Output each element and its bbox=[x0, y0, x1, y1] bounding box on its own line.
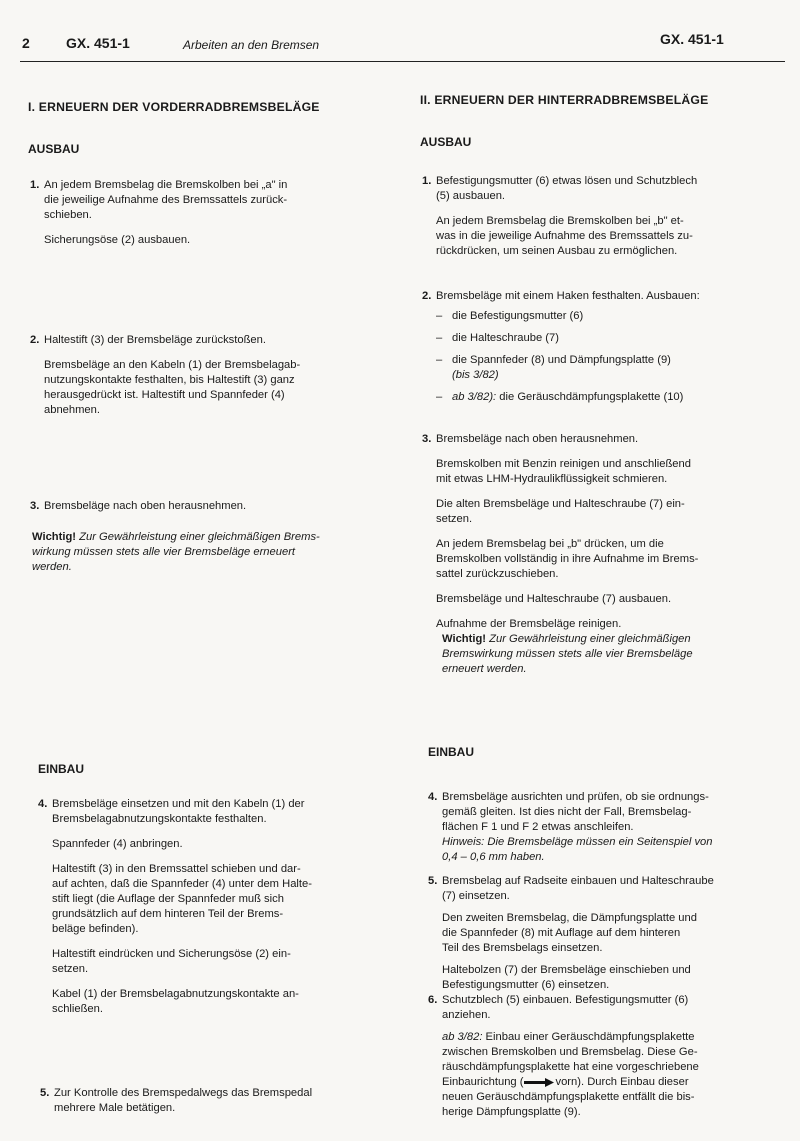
text-line: schieben. bbox=[44, 209, 92, 221]
text-line: wirkung müssen stets alle vier Bremsbeläge erneuert bbox=[32, 546, 296, 558]
hint-line: 0,4 – 0,6 mm haben. bbox=[442, 851, 545, 863]
left-einbau-heading: EINBAU bbox=[38, 762, 85, 776]
step-number: 1. bbox=[30, 179, 40, 191]
page-title: Arbeiten an den Bremsen bbox=[183, 38, 320, 52]
list-item-text: die Halteschraube (7) bbox=[452, 332, 559, 344]
text-line: Bremsbeläge mit einem Haken festhalten. Ausbauen: bbox=[436, 290, 700, 302]
left-step-2 bbox=[30, 333, 350, 418]
header-rule bbox=[20, 61, 785, 62]
text-line: zwischen Bremskolben und Bremsbelag. Diese Ge- bbox=[442, 1046, 698, 1058]
text-line: Kabel (1) der Bremsbelagabnutzungskontakte an- bbox=[52, 988, 299, 1000]
list-item-text: die Befestigungsmutter (6) bbox=[452, 310, 584, 322]
warning-label: Wichtig! bbox=[442, 633, 487, 645]
text-line: (5) ausbauen. bbox=[436, 190, 506, 202]
list-item-text: die Geräuschdämpfungsplakette (10) bbox=[499, 391, 684, 403]
text-line: Sicherungsöse (2) ausbauen. bbox=[44, 234, 191, 246]
text-line: abnehmen. bbox=[44, 404, 100, 416]
step-number: 4. bbox=[38, 798, 48, 810]
text-line: An jedem Bremsbelag die Bremskolben bei „a" in bbox=[44, 179, 288, 191]
dash: – bbox=[436, 391, 443, 403]
text-line: Bremsbeläge ausrichten und prüfen, ob sie ordnungs- bbox=[442, 791, 709, 803]
ab-label: ab 3/82: bbox=[442, 1031, 483, 1043]
text-line: schließen. bbox=[52, 1003, 103, 1015]
text-line: beläge befinden). bbox=[52, 923, 139, 935]
right-step-4 bbox=[428, 790, 748, 865]
text-line: sattel zurückzuschieben. bbox=[436, 568, 559, 580]
left-step-4 bbox=[38, 797, 354, 1017]
step-number: 2. bbox=[30, 334, 40, 346]
text-line: auf achten, daß die Spannfeder (4) unter dem Halte- bbox=[52, 878, 312, 890]
right-arrow-icon bbox=[523, 1078, 555, 1087]
text-line: herige Dämpfungsplatte (9). bbox=[442, 1106, 581, 1118]
step-number: 5. bbox=[428, 875, 438, 887]
left-step-3 bbox=[30, 499, 350, 514]
dash: – bbox=[436, 354, 443, 366]
text-line: (7) einsetzen. bbox=[442, 890, 510, 902]
left-ausbau-heading: AUSBAU bbox=[28, 142, 80, 156]
dash: – bbox=[436, 332, 443, 344]
text-line: anziehen. bbox=[442, 1009, 491, 1021]
text-line: Bremsbelagabnutzungskontakte festhalten. bbox=[52, 813, 267, 825]
text-line: Den zweiten Bremsbelag, die Dämpfungsplatte und bbox=[442, 912, 697, 924]
doc-code-left: GX. 451-1 bbox=[66, 35, 130, 51]
text-line: Bremsbeläge einsetzen und mit den Kabeln (1) der bbox=[52, 798, 305, 810]
text-line: Befestigungsmutter (6) einsetzen. bbox=[442, 979, 610, 991]
left-step-1 bbox=[30, 178, 350, 248]
step-number: 3. bbox=[422, 433, 432, 445]
right-step-2 bbox=[422, 289, 744, 412]
step-number: 4. bbox=[428, 791, 438, 803]
text-line: Bremsbelag auf Radseite einbauen und Halteschraube bbox=[442, 875, 714, 887]
text-line: Bremsbeläge und Halteschraube (7) ausbauen. bbox=[436, 593, 672, 605]
right-step-3 bbox=[422, 432, 744, 632]
text-line: setzen. bbox=[436, 513, 473, 525]
text-line: Bremsbeläge nach oben herausnehmen. bbox=[44, 500, 247, 512]
text-line: Bremsbeläge nach oben herausnehmen. bbox=[436, 433, 639, 445]
text-line: herausgedrückt ist. Haltestift und Spannfeder (4) bbox=[44, 389, 285, 401]
hint-line: Hinweis: Die Bremsbeläge müssen ein Seitenspiel von bbox=[442, 836, 713, 848]
text-line: neuen Geräuschdämpfungsplakette entfällt die bis- bbox=[442, 1091, 695, 1103]
warning-label: Wichtig! bbox=[32, 531, 77, 543]
text-line: Haltestift (3) der Bremsbeläge zurückstoßen. bbox=[44, 334, 266, 346]
step-number: 5. bbox=[40, 1087, 50, 1099]
text-line: Haltestift eindrücken und Sicherungsöse (2) ein- bbox=[52, 948, 291, 960]
text-line: Aufnahme der Bremsbeläge reinigen. bbox=[436, 618, 622, 630]
list-item bbox=[436, 390, 744, 405]
text-line: grundsätzlich auf dem hinteren Teil der Brems- bbox=[52, 908, 284, 920]
text-line: Haltebolzen (7) der Bremsbeläge einschieben und bbox=[442, 964, 691, 976]
text-line: Bremskolben vollständig in ihre Aufnahme im Brems- bbox=[436, 553, 699, 565]
list-item bbox=[436, 331, 744, 346]
step-number: 1. bbox=[422, 175, 432, 187]
page-number: 2 bbox=[22, 35, 30, 51]
text-line: rückdrücken, um seinen Ausbau zu ermöglichen. bbox=[436, 245, 678, 257]
dash: – bbox=[436, 310, 443, 322]
right-step-6 bbox=[428, 993, 750, 1120]
text-line: die jeweilige Aufnahme des Bremssattels zurück- bbox=[44, 194, 288, 206]
text-line: gemäß gleiten. Ist dies nicht der Fall, Bremsbelag- bbox=[442, 806, 692, 818]
text-line: Bremsbeläge an den Kabeln (1) der Bremsbelagab- bbox=[44, 359, 301, 371]
text-line: An jedem Bremsbelag die Bremskolben bei „b" et- bbox=[436, 215, 684, 227]
text-line: was in die jeweilige Aufnahme des Bremssattels zu- bbox=[436, 230, 693, 242]
list-item-text: die Spannfeder (8) und Dämpfungsplatte (9) bbox=[452, 354, 671, 366]
text-line: setzen. bbox=[52, 963, 89, 975]
text-line: die Spannfeder (8) mit Auflage auf dem hinteren bbox=[442, 927, 681, 939]
text-line: Zur Gewährleistung einer gleichmäßigen Brems- bbox=[79, 531, 320, 543]
text-line: Einbau einer Geräuschdämpfungsplakette bbox=[485, 1031, 695, 1043]
text-line: Zur Kontrolle des Bremspedalwegs das Bremspedal bbox=[54, 1087, 313, 1099]
right-ausbau-heading: AUSBAU bbox=[420, 135, 472, 149]
text-line: Teil des Bremsbelags einsetzen. bbox=[442, 942, 603, 954]
right-section-title: II. ERNEUERN DER HINTERRADBREMSBELÄGE bbox=[420, 93, 709, 107]
text-line: Zur Gewährleistung einer gleichmäßigen bbox=[489, 633, 691, 645]
list-item bbox=[436, 309, 744, 324]
text-line: Bremswirkung müssen stets alle vier Bremsbeläge bbox=[442, 648, 693, 660]
text-line: Schutzblech (5) einbauen. Befestigungsmutter (6) bbox=[442, 994, 689, 1006]
text-line: mit etwas LHM-Hydraulikflüssigkeit schmieren. bbox=[436, 473, 668, 485]
left-section-title: I. ERNEUERN DER VORDERRADBREMSBELÄGE bbox=[28, 100, 320, 114]
right-step-5 bbox=[428, 874, 748, 993]
text-line: Bremskolben mit Benzin reinigen und anschließend bbox=[436, 458, 691, 470]
text-line: An jedem Bremsbelag bei „b" drücken, um die bbox=[436, 538, 664, 550]
list-item-qualifier: ab 3/82): bbox=[452, 391, 497, 403]
text-fragment: vorn). Durch Einbau dieser bbox=[555, 1076, 689, 1088]
left-warning bbox=[32, 530, 352, 575]
list-item bbox=[436, 353, 744, 383]
right-einbau-heading: EINBAU bbox=[428, 745, 475, 759]
list-item-subtext: (bis 3/82) bbox=[452, 369, 499, 381]
left-step-5 bbox=[40, 1086, 356, 1116]
text-line: stift liegt (die Auflage der Spannfeder muß sich bbox=[52, 893, 284, 905]
text-line: nutzungskontakte festhalten, bis Haltestift (3) ganz bbox=[44, 374, 295, 386]
text-line: Die alten Bremsbeläge und Halteschraube (7) ein- bbox=[436, 498, 685, 510]
text-line: werden. bbox=[32, 561, 72, 573]
text-fragment: Einbaurichtung ( bbox=[442, 1076, 524, 1088]
text-line: erneuert werden. bbox=[442, 663, 527, 675]
right-step-1 bbox=[422, 174, 744, 259]
step-number: 2. bbox=[422, 290, 432, 302]
text-line: Haltestift (3) in den Bremssattel schieben und dar- bbox=[52, 863, 301, 875]
text-line: mehrere Male betätigen. bbox=[54, 1102, 176, 1114]
right-warning bbox=[442, 632, 742, 677]
text-line: räuschdämpfungsplakette hat eine vorgeschriebene bbox=[442, 1061, 699, 1073]
step-number: 6. bbox=[428, 994, 438, 1006]
text-line: Befestigungsmutter (6) etwas lösen und Schutzblech bbox=[436, 175, 698, 187]
text-line: flächen F 1 und F 2 etwas anschleifen. bbox=[442, 821, 634, 833]
step-number: 3. bbox=[30, 500, 40, 512]
text-line: Spannfeder (4) anbringen. bbox=[52, 838, 183, 850]
doc-code-right: GX. 451-1 bbox=[660, 31, 724, 47]
